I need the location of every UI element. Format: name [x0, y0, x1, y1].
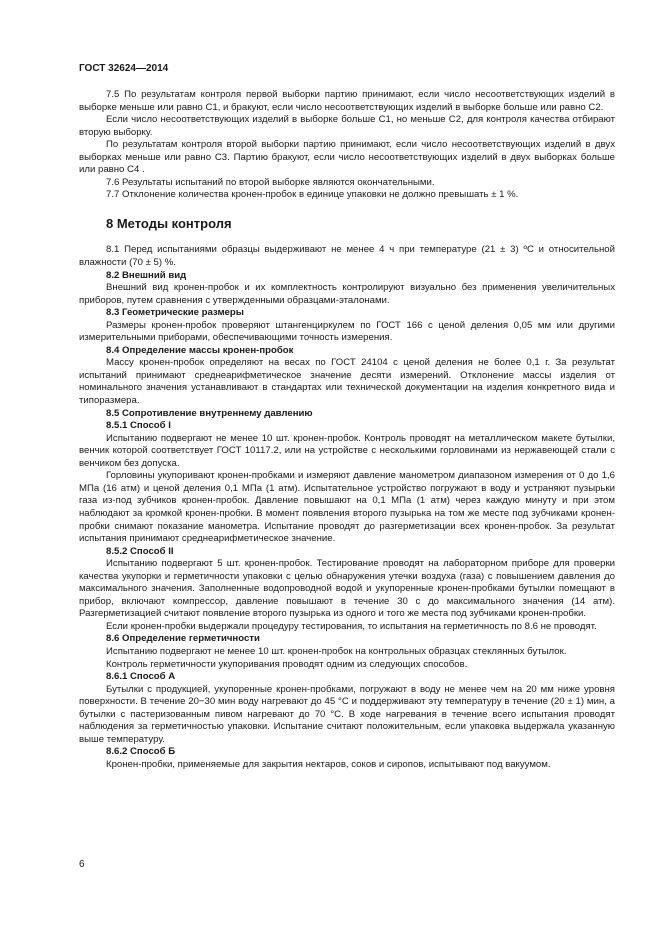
subsection-heading: 8.4 Определение массы кронен-пробок	[106, 344, 294, 356]
page-number: 6	[79, 859, 85, 870]
paragraph: Размеры кронен-пробок проверяют штангенциркулем по ГОСТ 166 с ценой деления 0,05 мм или другими измерительными приборами, обеспечивающими точность измерения.	[79, 319, 615, 344]
subsection-heading: 8.6 Определение герметичности	[106, 633, 260, 645]
paragraph: Испытанию подвергают не менее 10 шт. кронен-пробок на контрольных образцах стеклянных бутылок.	[106, 645, 567, 657]
document-body	[79, 89, 615, 771]
section-heading: 8 Методы контроля	[106, 215, 232, 231]
paragraph: Бутылки с продукцией, укупоренные кронен-пробками, погружают в воду не менее чем на 20 мм ниже уровня поверхности. В течение 20−30 мин воду нагревают до 45 °С и поддерживают эту температуру в течение (20 ± 1) мин, а бутылки с пастеризованным пивом нагревают до 70 °С. В ходе нагревания в течение всего испытания проводят наблюдения за герметичностью упаковки. Испытание считают положительным, если упаковка выдержала указанную выше температуру.	[79, 683, 615, 745]
paragraph: Кронен-пробки, применяемые для закрытия нектаров, соков и сиропов, испытывают под вакуумом.	[106, 758, 551, 770]
subsection-heading: 8.6.1 Способ А	[106, 671, 176, 683]
paragraph: Испытанию подвергают 5 шт. кронен-пробок. Тестирование проводят на лабораторном приборе для проверки качества укупорки и герметичности упаковки с целью обнаружения утечки воздуха (газа) с повышением давления до максимального значения. Заполненные водопроводной водой и укупоренные кронен-пробками бутылки помещают в прибор, включают компрессор, давление повышают в течение 30 с до максимального значения (14 атм). Разгерметизацией считают появление второго пузырька из одного и того же места под зубчиками кронен-пробки.	[79, 558, 615, 620]
paragraph: 7.5 По результатам контроля первой выборки партию принимают, если число несоответствующих изделий в выборке меньше или равно С1, и бракуют, если число несоответствующих изделий в выборке больше или равно С2.	[79, 89, 615, 113]
paragraph: Если кронен-пробки выдержали процедуру тестирования, то испытания на герметичность по 8.6 не проводят.	[106, 620, 597, 632]
paragraph: Горловины укупоривают кронен-пробками и измеряют давление манометром диапазоном измерения от 0 до 1,6 МПа (16 атм) и ценой деления 0,1 МПа (1 атм). Испытательное устройство погружают в воду и устраняют пузырьки газа из-под зубчиков кронен-пробок. Давление повышают на 0,1 МПа (1 атм) через каждую минуту и при этом наблюдают за кромкой кронен-пробки. В момент появления второго пузырька на том же месте под зубчиками кронен-пробки снимают показание манометра. Испытание проводят до разгерметизации всех кронен-пробок. За результат испытания принимают среднеарифметическое значение.	[79, 470, 615, 545]
document-header: ГОСТ 32624—2014	[79, 63, 169, 74]
subsection-heading: 8.5.1 Способ I	[106, 420, 171, 432]
paragraph: Испытанию подвергают не менее 10 шт. кронен-пробок. Контроль проводят на металлическом макете бутылки, венчик которой соответствует ГОСТ 10117.2, или на устройстве с несколькими горловинами из нержавеющей стали с венчиком без допуска.	[79, 432, 615, 469]
subsection-heading: 8.3 Геометрические размеры	[106, 307, 244, 319]
subsection-heading: 8.5 Сопротивление внутреннему давлению	[106, 407, 313, 419]
paragraph: Если число несоответствующих изделий в выборке больше С1, но меньше С2, для контроля качества отбирают вторую выборку.	[79, 114, 615, 138]
subsection-heading: 8.5.2 Способ II	[106, 545, 174, 557]
paragraph: По результатам контроля второй выборки партию принимают, если число несоответствующих изделий в двух выборках меньше или равно С3. Партию бракуют, если число несоответствующих изделий в двух выборках больше или равно С4 .	[79, 139, 615, 176]
paragraph: Внешний вид кронен-пробок и их комплектность контролируют визуально без применения увеличительных приборов, путем сравнения с утвержденными образцами-эталонами.	[79, 282, 615, 306]
subsection-heading: 8.2 Внешний вид	[106, 269, 187, 281]
paragraph: Массу кронен-пробок определяют на весах по ГОСТ 24104 с ценой деления не более 0,1 г. За результат испытаний принимают среднеарифметическое значение десяти измерений. Отклонение массы изделия от номинального значения устанавливают в стандартах или технической документации на изделия конкретного вида и типоразмера.	[79, 357, 615, 407]
subsection-heading: 8.6.2 Способ Б	[106, 746, 176, 758]
paragraph: 7.6 Результаты испытаний по второй выборке являются окончательными.	[106, 176, 435, 188]
paragraph: Контроль герметичности укупоривания проводят одним из следующих способов.	[106, 658, 468, 670]
paragraph: 7.7 Отклонение количества кронен-пробок в единице упаковки не должно превышать ± 1 %.	[106, 189, 519, 201]
paragraph: 8.1 Перед испытаниями образцы выдерживают не менее 4 ч при температуре (21 ± 3) ºС и относительной влажности (70 ± 5) %.	[79, 244, 615, 269]
